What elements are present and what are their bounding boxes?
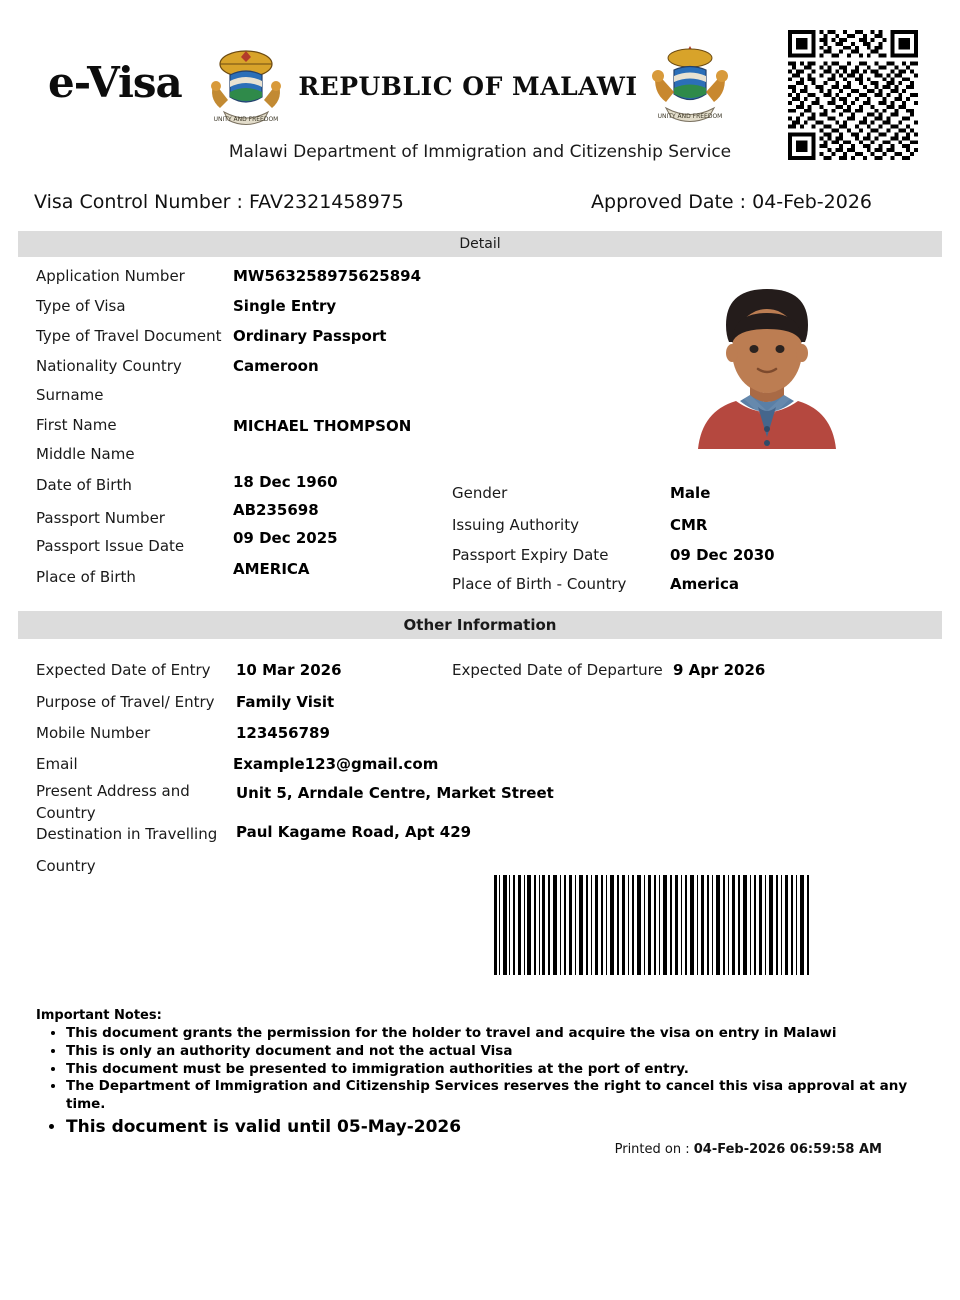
destination-label-line1: Destination in Travelling <box>36 825 218 843</box>
type-of-visa-value: Single Entry <box>233 297 337 315</box>
place-of-birth-country-label: Place of Birth - Country <box>452 575 627 593</box>
important-notes-title: Important Notes: <box>36 1008 162 1023</box>
gender-label: Gender <box>452 484 508 502</box>
barcode <box>492 875 812 975</box>
purpose-value: Family Visit <box>236 693 335 711</box>
visa-control-number-label: Visa Control Number : <box>34 191 243 213</box>
mobile-number-value: 123456789 <box>236 724 330 742</box>
important-notes <box>36 1008 916 1139</box>
email-value: Example123@gmail.com <box>233 755 439 773</box>
issuing-authority-label: Issuing Authority <box>452 516 579 534</box>
email-label: Email <box>36 755 78 773</box>
important-notes-list <box>36 1025 916 1139</box>
present-address-label-line2: Country <box>36 804 96 822</box>
type-of-visa-label: Type of Visa <box>36 297 126 315</box>
date-of-birth-label: Date of Birth <box>36 476 132 494</box>
other-information-section <box>0 639 960 889</box>
validity-note: • This document is valid until 05-May-2026 <box>66 1114 916 1138</box>
passport-expiry-date-label: Passport Expiry Date <box>452 546 609 564</box>
gender-value: Male <box>670 484 711 502</box>
passport-number-value: AB235698 <box>233 501 319 519</box>
expected-entry-value: 10 Mar 2026 <box>236 661 342 679</box>
mobile-number-label: Mobile Number <box>36 724 151 742</box>
note-item: • This document grants the permission for the holder to travel and acquire the visa on entry in Malawi <box>66 1025 916 1043</box>
detail-section <box>0 257 960 611</box>
visa-control-number <box>34 191 404 213</box>
note-item: • The Department of Immigration and Citizenship Services reserves the right to cancel this visa approval at any time. <box>66 1078 916 1114</box>
place-of-birth-value: AMERICA <box>233 560 310 578</box>
passport-issue-date-value: 09 Dec 2025 <box>233 529 338 547</box>
purpose-label: Purpose of Travel/ Entry <box>36 693 215 711</box>
passport-issue-date-label: Passport Issue Date <box>36 537 185 555</box>
svg-text:UNITY AND FREEDOM: UNITY AND FREEDOM <box>214 116 279 123</box>
first-name-value: MICHAEL THOMPSON <box>233 417 412 435</box>
coat-of-arms-left-icon <box>200 42 292 130</box>
application-number-label: Application Number <box>36 267 185 285</box>
note-item: • This document must be presented to immigration authorities at the port of entry. <box>66 1061 916 1079</box>
passport-number-label: Passport Number <box>36 509 165 527</box>
expected-departure-value: 9 Apr 2026 <box>673 661 766 679</box>
republic-banner <box>214 40 722 132</box>
type-of-travel-document-label: Type of Travel Document <box>36 327 222 345</box>
coat-of-arms-right-icon <box>644 42 736 130</box>
date-of-birth-value: 18 Dec 1960 <box>233 473 338 491</box>
nationality-country-value: Cameroon <box>233 357 319 375</box>
place-of-birth-label: Place of Birth <box>36 568 136 586</box>
printed-on-label: Printed on : <box>614 1142 694 1157</box>
present-address-label-line1: Present Address and <box>36 782 190 800</box>
approved-date-label: Approved Date : <box>591 191 747 213</box>
type-of-travel-document-value: Ordinary Passport <box>233 327 387 345</box>
place-of-birth-country-value: America <box>670 575 739 593</box>
first-name-label: First Name <box>36 416 117 434</box>
middle-name-label: Middle Name <box>36 445 135 463</box>
approved-date <box>591 191 872 213</box>
visa-control-number-value: FAV2321458975 <box>248 191 404 213</box>
expected-entry-label: Expected Date of Entry <box>36 661 211 679</box>
detail-section-header: Detail <box>18 231 942 257</box>
approved-date-value: 04-Feb-2026 <box>752 191 872 213</box>
qr-code-icon <box>788 30 918 160</box>
control-row <box>0 183 960 231</box>
note-item: • This is only an authority document and not the actual Visa <box>66 1043 916 1061</box>
destination-label-line2: Country <box>36 857 96 875</box>
republic-title: REPUBLIC OF MALAWI <box>298 71 638 101</box>
passport-expiry-date-value: 09 Dec 2030 <box>670 546 775 564</box>
applicant-photo <box>680 279 855 469</box>
destination-value: Paul Kagame Road, Apt 429 <box>236 823 472 841</box>
surname-label: Surname <box>36 386 104 404</box>
document-header <box>0 0 960 175</box>
application-number-value: MW563258975625894 <box>233 267 422 285</box>
issuing-authority-value: CMR <box>670 516 708 534</box>
printed-on-value: 04-Feb-2026 06:59:58 AM <box>693 1142 882 1157</box>
printed-on <box>615 1142 882 1157</box>
department-line: Malawi Department of Immigration and Citizenship Service <box>228 142 732 162</box>
expected-departure-label: Expected Date of Departure <box>452 661 663 679</box>
svg-text:UNITY AND FREEDOM: UNITY AND FREEDOM <box>657 113 722 120</box>
nationality-country-label: Nationality Country <box>36 357 182 375</box>
evisa-logo: e-Visa <box>48 58 182 107</box>
present-address-value: Unit 5, Arndale Centre, Market Street <box>236 784 554 802</box>
other-information-section-header: Other Information <box>18 611 942 639</box>
